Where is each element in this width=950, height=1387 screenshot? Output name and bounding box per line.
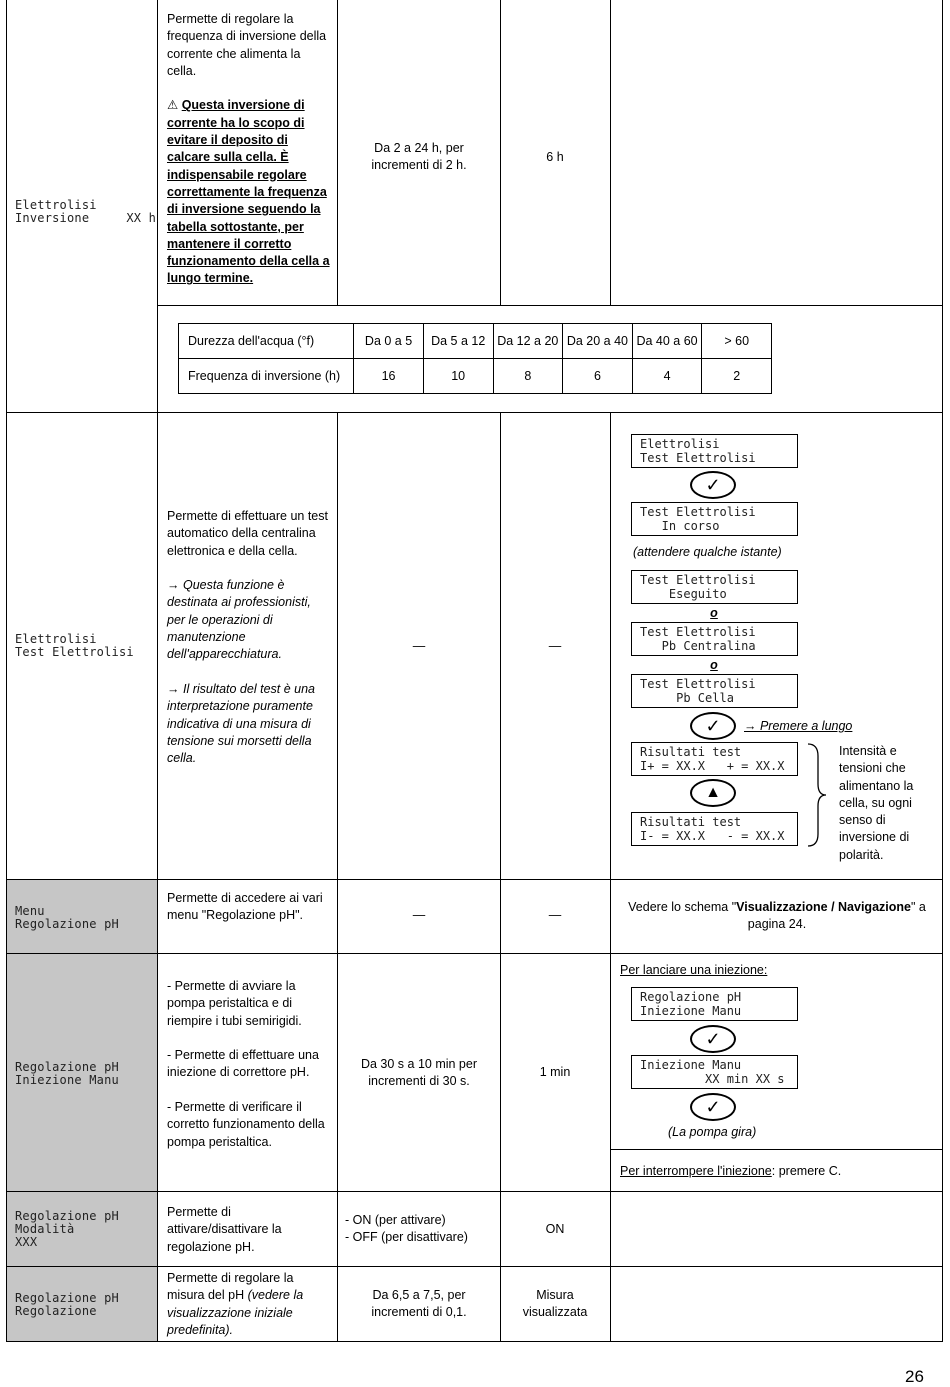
page-number: 26 bbox=[905, 1367, 924, 1386]
result-note: → Il risultato del test è una interpretazione puramente indicativa di una misura di tensione sui morsetti della cella. bbox=[167, 681, 315, 766]
hardness-header: > 60 bbox=[702, 324, 772, 359]
lcd-regolazione bbox=[15, 1292, 119, 1318]
professional-note: → Questa funzione è destinata ai professionisti, per le operazioni di manutenzione dell'apparecchiatura. bbox=[167, 578, 311, 662]
lcd-line: Risultati test bbox=[640, 745, 742, 759]
screen-iniezione-1 bbox=[631, 987, 798, 1021]
lcd-line: Regolazione pH bbox=[15, 917, 119, 931]
grid-line bbox=[337, 0, 338, 306]
desc-menu-ph: Permette di accedere ai vari menu "Regolazione pH". bbox=[167, 891, 323, 923]
lcd-line: I- = XX.X - = XX.X bbox=[640, 829, 785, 843]
grid-line bbox=[6, 1266, 943, 1267]
lcd-line: Modalità bbox=[15, 1222, 75, 1236]
desc-text: Permette di regolare la frequenza di inversione della corrente che alimenta la cella. bbox=[167, 12, 327, 78]
stop-rest: : premere C. bbox=[771, 1164, 842, 1178]
lcd-line: XXX bbox=[15, 1235, 38, 1249]
option-on: - ON (per attivare) bbox=[345, 1213, 446, 1227]
desc-test bbox=[167, 508, 329, 767]
check-button-icon[interactable]: ✓ bbox=[690, 471, 736, 499]
note-text: Vedere lo schema " bbox=[628, 900, 737, 914]
lcd-line: Iniezione Manu bbox=[15, 1073, 119, 1087]
desc-text: - Permette di effettuare una iniezione di correttore pH. bbox=[167, 1048, 319, 1080]
screen-test-2 bbox=[631, 502, 798, 536]
grid-line bbox=[6, 412, 943, 413]
hardness-header: Da 0 a 5 bbox=[354, 324, 424, 359]
lcd-line: Pb Centralina bbox=[640, 639, 756, 653]
hardness-cell: 4 bbox=[632, 359, 702, 394]
screen-iniezione-2 bbox=[631, 1055, 798, 1089]
hardness-header: Durezza dell'acqua (°f) bbox=[179, 324, 354, 359]
lcd-line: Test Elettrolisi bbox=[640, 451, 756, 465]
lcd-modalita bbox=[15, 1210, 119, 1249]
hardness-table bbox=[178, 323, 772, 394]
lcd-line: XX min XX s bbox=[640, 1072, 785, 1086]
screen-test-3 bbox=[631, 570, 798, 604]
long-press-text bbox=[744, 718, 934, 735]
note-text: " a pagina 24. bbox=[747, 900, 926, 932]
grid-line bbox=[500, 0, 501, 306]
option-off: - OFF (per disattivare) bbox=[345, 1230, 468, 1245]
grid-line bbox=[6, 1191, 943, 1192]
check-button-icon[interactable]: ✓ bbox=[690, 1025, 736, 1053]
grid-line bbox=[500, 412, 501, 1342]
grid-line bbox=[337, 412, 338, 1342]
or-label: o bbox=[710, 658, 718, 672]
screen-test-4 bbox=[631, 622, 798, 656]
desc-text: - Permette di verificare il corretto funzionamento della pompa peristaltica. bbox=[167, 1100, 325, 1149]
lcd-line: Test Elettrolisi bbox=[640, 573, 756, 587]
hardness-header: Da 5 a 12 bbox=[423, 324, 493, 359]
screen-result-2 bbox=[631, 812, 798, 846]
grid-line bbox=[6, 953, 943, 954]
screen-test-1 bbox=[631, 434, 798, 468]
hardness-cell: 2 bbox=[702, 359, 772, 394]
desc-text: Permette di regolare la misura del pH bbox=[167, 1271, 294, 1303]
values-iniezione: Da 30 s a 10 min per incrementi di 30 s. bbox=[360, 1057, 478, 1089]
note-bold: Visualizzazione / Navigazione bbox=[736, 900, 911, 914]
stop-label: Per interrompere l'iniezione bbox=[620, 1164, 772, 1178]
wait-text: (attendere qualche istante) bbox=[633, 545, 782, 559]
lcd-line: Elettrolisi bbox=[640, 437, 720, 451]
lcd-line: In corso bbox=[640, 519, 720, 533]
lcd-line: Inversione XX h bbox=[15, 211, 157, 225]
lcd-line: Elettrolisi bbox=[15, 632, 97, 646]
lcd-line: Regolazione pH bbox=[15, 1060, 119, 1074]
hardness-header: Da 12 a 20 bbox=[493, 324, 563, 359]
grid-line bbox=[610, 0, 611, 306]
default-inversione: 6 h bbox=[546, 150, 564, 164]
long-press-label: → Premere a lungo bbox=[744, 719, 853, 733]
lcd-line: Pb Cella bbox=[640, 691, 734, 705]
check-button-icon[interactable]: ✓ bbox=[690, 1093, 736, 1121]
default-modalita: ON bbox=[545, 1222, 565, 1236]
grid-line bbox=[157, 305, 943, 306]
grid-line bbox=[6, 0, 7, 1342]
desc-text: Permette di effettuare un test automatico della centralina elettronica e della cella. bbox=[167, 509, 328, 558]
grid-line bbox=[157, 0, 158, 1342]
warning-triangle-icon: ⚠ bbox=[167, 98, 179, 113]
lcd-line: Test Elettrolisi bbox=[640, 625, 756, 639]
hardness-cell: 6 bbox=[563, 359, 633, 394]
lcd-line: Risultati test bbox=[640, 815, 742, 829]
hardness-cell: 10 bbox=[423, 359, 493, 394]
values-inversione: Da 2 a 24 h, per incrementi di 2 h. bbox=[371, 141, 467, 173]
navigation-note bbox=[618, 899, 936, 934]
lcd-line: I+ = XX.X + = XX.X bbox=[640, 759, 785, 773]
up-arrow-button-icon[interactable]: ▲ bbox=[690, 779, 736, 807]
lcd-line: Menu bbox=[15, 904, 45, 918]
desc-inversione bbox=[167, 11, 333, 288]
grid-line bbox=[942, 0, 943, 1342]
results-note: Intensità e tensioni che alimentano la cella, su ogni senso di inversione di polarità. bbox=[839, 744, 914, 862]
lcd-line: Test Elettrolisi bbox=[640, 505, 756, 519]
lcd-test bbox=[15, 633, 134, 659]
lcd-line: Test Elettrolisi bbox=[15, 645, 134, 659]
lcd-line: Iniezione Manu bbox=[640, 1058, 742, 1072]
grid-line bbox=[6, 1341, 943, 1342]
values-test: — bbox=[412, 639, 426, 653]
lcd-line: Elettrolisi bbox=[15, 198, 97, 212]
or-label: o bbox=[710, 606, 718, 620]
values-regolazione: Da 6,5 a 7,5, per incrementi di 0,1. bbox=[371, 1288, 467, 1320]
lcd-line: Eseguito bbox=[640, 587, 727, 601]
grid-line bbox=[6, 879, 943, 880]
launch-label: Per lanciare una iniezione: bbox=[620, 963, 768, 977]
warning-text: Questa inversione di corrente ha lo scopo di evitare il deposito di calcare sulla cella. È indispensabile regolare correttamente la frequenza di inversione seguendo la tabella sottostante, per mantenere il corretto funzionamento della cella a lungo termine. bbox=[167, 98, 330, 286]
curly-brace-icon bbox=[806, 742, 830, 848]
default-menu-ph: — bbox=[548, 908, 562, 922]
lcd-line: Regolazione pH bbox=[640, 990, 742, 1004]
values-modalita bbox=[345, 1212, 505, 1247]
lcd-line: Regolazione pH bbox=[15, 1209, 119, 1223]
lcd-line: Test Elettrolisi bbox=[640, 677, 756, 691]
hardness-cell: 8 bbox=[493, 359, 563, 394]
default-regolazione: Misura visualizzata bbox=[522, 1288, 588, 1320]
lcd-line: Regolazione bbox=[15, 1304, 97, 1318]
hardness-header: Da 20 a 40 bbox=[563, 324, 633, 359]
lcd-line: Regolazione pH bbox=[15, 1291, 119, 1305]
check-button-icon[interactable]: ✓ bbox=[690, 712, 736, 740]
desc-italic: (vedere la visualizzazione iniziale predefinita). bbox=[167, 1288, 304, 1337]
pump-running-text: (La pompa gira) bbox=[668, 1125, 757, 1139]
lcd-inversione bbox=[15, 199, 156, 225]
grid-line bbox=[610, 412, 611, 1342]
lcd-line: Iniezione Manu bbox=[640, 1004, 742, 1018]
stop-injection-text bbox=[620, 1163, 938, 1180]
desc-text: - Permette di avviare la pompa peristaltica e di riempire i tubi semirigidi. bbox=[167, 979, 302, 1028]
lcd-menu-ph bbox=[15, 905, 119, 931]
grid-line bbox=[610, 1149, 943, 1150]
desc-modalita: Permette di attivare/disattivare la regolazione pH. bbox=[167, 1205, 282, 1254]
hardness-header: Da 40 a 60 bbox=[632, 324, 702, 359]
desc-regolazione bbox=[167, 1270, 329, 1339]
hardness-row-label: Frequenza di inversione (h) bbox=[179, 359, 354, 394]
values-menu-ph: — bbox=[412, 908, 426, 922]
default-test: — bbox=[548, 639, 562, 653]
screen-result-1 bbox=[631, 742, 798, 776]
default-iniezione: 1 min bbox=[539, 1065, 571, 1079]
screen-test-5 bbox=[631, 674, 798, 708]
lcd-iniezione bbox=[15, 1061, 119, 1087]
hardness-cell: 16 bbox=[354, 359, 424, 394]
desc-iniezione bbox=[167, 978, 329, 1151]
